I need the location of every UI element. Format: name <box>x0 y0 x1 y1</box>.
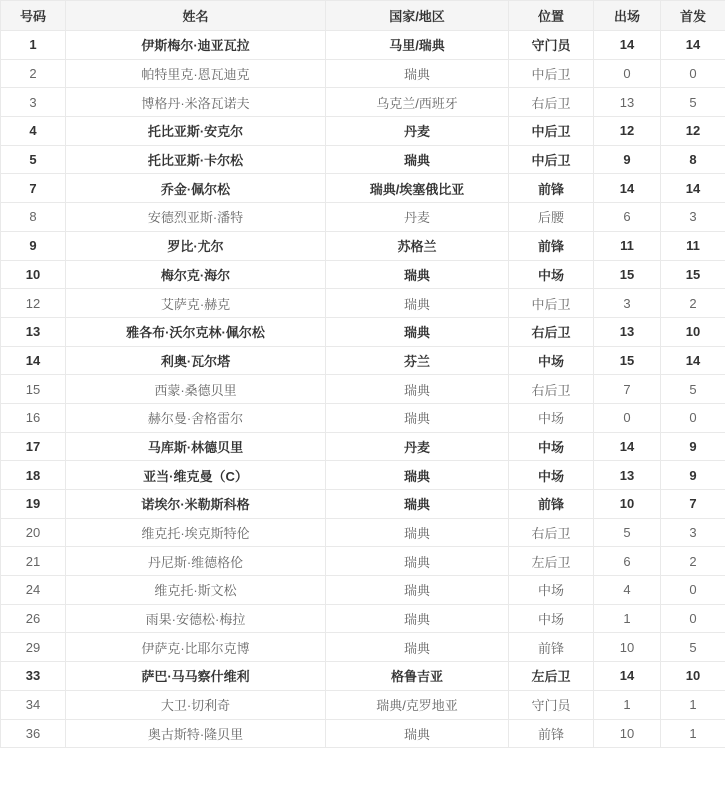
cell-player-country: 芬兰 <box>326 346 509 375</box>
cell-player-position: 前锋 <box>509 231 594 260</box>
cell-player-appearances: 14 <box>594 662 661 691</box>
cell-player-appearances: 10 <box>594 719 661 748</box>
cell-player-position: 中场 <box>509 461 594 490</box>
cell-player-name: 乔金·佩尔松 <box>66 174 326 203</box>
cell-player-name: 西蒙·桑德贝里 <box>66 375 326 404</box>
cell-player-starts: 5 <box>661 633 725 662</box>
cell-player-name: 维克托·埃克斯特伦 <box>66 518 326 547</box>
cell-player-country: 苏格兰 <box>326 231 509 260</box>
cell-player-appearances: 6 <box>594 547 661 576</box>
cell-player-appearances: 3 <box>594 289 661 318</box>
cell-player-number: 13 <box>1 317 66 346</box>
cell-player-position: 中场 <box>509 346 594 375</box>
col-header-country: 国家/地区 <box>326 1 509 31</box>
col-header-appearances: 出场 <box>594 1 661 31</box>
cell-player-position: 中场 <box>509 403 594 432</box>
col-header-number: 号码 <box>1 1 66 31</box>
cell-player-position: 守门员 <box>509 31 594 60</box>
cell-player-number: 1 <box>1 31 66 60</box>
player-row[interactable] <box>1 375 725 404</box>
cell-player-starts: 0 <box>661 59 725 88</box>
cell-player-appearances: 0 <box>594 59 661 88</box>
cell-player-number: 19 <box>1 490 66 519</box>
cell-player-number: 7 <box>1 174 66 203</box>
cell-player-appearances: 4 <box>594 576 661 605</box>
cell-player-appearances: 12 <box>594 117 661 146</box>
cell-player-number: 34 <box>1 690 66 719</box>
cell-player-appearances: 5 <box>594 518 661 547</box>
player-row[interactable] <box>1 690 725 719</box>
cell-player-name: 奥古斯特·隆贝里 <box>66 719 326 748</box>
player-row[interactable] <box>1 719 725 748</box>
cell-player-position: 右后卫 <box>509 317 594 346</box>
cell-player-country: 瑞典 <box>326 317 509 346</box>
cell-player-starts: 1 <box>661 690 725 719</box>
cell-player-number: 33 <box>1 662 66 691</box>
cell-player-name: 梅尔克·海尔 <box>66 260 326 289</box>
cell-player-country: 瑞典 <box>326 547 509 576</box>
cell-player-number: 18 <box>1 461 66 490</box>
cell-player-position: 前锋 <box>509 633 594 662</box>
cell-player-country: 丹麦 <box>326 203 509 232</box>
cell-player-starts: 11 <box>661 231 725 260</box>
player-row[interactable] <box>1 289 725 318</box>
cell-player-number: 5 <box>1 145 66 174</box>
cell-player-starts: 0 <box>661 403 725 432</box>
cell-player-number: 36 <box>1 719 66 748</box>
cell-player-position: 中后卫 <box>509 59 594 88</box>
player-row[interactable] <box>1 662 725 691</box>
cell-player-name: 帕特里克·恩瓦迪克 <box>66 59 326 88</box>
cell-player-starts: 5 <box>661 88 725 117</box>
cell-player-number: 10 <box>1 260 66 289</box>
cell-player-name: 利奥·瓦尔塔 <box>66 346 326 375</box>
cell-player-name: 马库斯·林德贝里 <box>66 432 326 461</box>
cell-player-country: 瑞典 <box>326 289 509 318</box>
cell-player-position: 中场 <box>509 604 594 633</box>
cell-player-country: 瑞典 <box>326 145 509 174</box>
cell-player-name: 托比亚斯·卡尔松 <box>66 145 326 174</box>
cell-player-position: 中场 <box>509 260 594 289</box>
cell-player-number: 9 <box>1 231 66 260</box>
cell-player-appearances: 1 <box>594 690 661 719</box>
cell-player-position: 前锋 <box>509 490 594 519</box>
cell-player-number: 24 <box>1 576 66 605</box>
cell-player-name: 赫尔曼·舍格雷尔 <box>66 403 326 432</box>
cell-player-country: 丹麦 <box>326 117 509 146</box>
cell-player-name: 诺埃尔·米勒斯科格 <box>66 490 326 519</box>
cell-player-appearances: 10 <box>594 490 661 519</box>
cell-player-country: 瑞典 <box>326 576 509 605</box>
player-row[interactable] <box>1 117 725 146</box>
table-header <box>1 1 725 31</box>
cell-player-country: 瑞典 <box>326 403 509 432</box>
cell-player-number: 3 <box>1 88 66 117</box>
cell-player-appearances: 11 <box>594 231 661 260</box>
player-row[interactable] <box>1 317 725 346</box>
cell-player-number: 17 <box>1 432 66 461</box>
cell-player-starts: 14 <box>661 31 725 60</box>
player-row[interactable] <box>1 346 725 375</box>
cell-player-appearances: 9 <box>594 145 661 174</box>
cell-player-starts: 10 <box>661 662 725 691</box>
cell-player-starts: 15 <box>661 260 725 289</box>
cell-player-country: 格鲁吉亚 <box>326 662 509 691</box>
cell-player-starts: 1 <box>661 719 725 748</box>
player-row[interactable] <box>1 59 725 88</box>
player-row[interactable] <box>1 88 725 117</box>
cell-player-position: 前锋 <box>509 174 594 203</box>
cell-player-country: 瑞典/克罗地亚 <box>326 690 509 719</box>
cell-player-starts: 3 <box>661 518 725 547</box>
cell-player-appearances: 15 <box>594 260 661 289</box>
cell-player-name: 艾萨克·赫克 <box>66 289 326 318</box>
cell-player-number: 15 <box>1 375 66 404</box>
player-row[interactable] <box>1 174 725 203</box>
cell-player-starts: 12 <box>661 117 725 146</box>
cell-player-appearances: 13 <box>594 461 661 490</box>
cell-player-position: 后腰 <box>509 203 594 232</box>
player-row[interactable] <box>1 231 725 260</box>
cell-player-starts: 14 <box>661 346 725 375</box>
cell-player-position: 左后卫 <box>509 662 594 691</box>
cell-player-country: 瑞典 <box>326 59 509 88</box>
cell-player-number: 4 <box>1 117 66 146</box>
cell-player-starts: 8 <box>661 145 725 174</box>
cell-player-country: 乌克兰/西班牙 <box>326 88 509 117</box>
player-row[interactable] <box>1 518 725 547</box>
cell-player-position: 中后卫 <box>509 145 594 174</box>
cell-player-position: 中场 <box>509 576 594 605</box>
cell-player-position: 中后卫 <box>509 117 594 146</box>
cell-player-country: 瑞典 <box>326 375 509 404</box>
cell-player-country: 瑞典 <box>326 719 509 748</box>
cell-player-starts: 0 <box>661 576 725 605</box>
cell-player-number: 14 <box>1 346 66 375</box>
cell-player-country: 瑞典 <box>326 633 509 662</box>
cell-player-starts: 9 <box>661 432 725 461</box>
cell-player-name: 雨果·安德松·梅拉 <box>66 604 326 633</box>
cell-player-country: 瑞典/埃塞俄比亚 <box>326 174 509 203</box>
player-row[interactable] <box>1 203 725 232</box>
cell-player-number: 2 <box>1 59 66 88</box>
cell-player-number: 20 <box>1 518 66 547</box>
cell-player-position: 右后卫 <box>509 518 594 547</box>
cell-player-country: 马里/瑞典 <box>326 31 509 60</box>
player-row[interactable] <box>1 604 725 633</box>
cell-player-appearances: 7 <box>594 375 661 404</box>
player-row[interactable] <box>1 145 725 174</box>
player-row[interactable] <box>1 260 725 289</box>
cell-player-country: 瑞典 <box>326 461 509 490</box>
player-row[interactable] <box>1 576 725 605</box>
cell-player-number: 16 <box>1 403 66 432</box>
cell-player-name: 安德烈亚斯·潘特 <box>66 203 326 232</box>
player-row[interactable] <box>1 547 725 576</box>
col-header-name: 姓名 <box>66 1 326 31</box>
cell-player-starts: 3 <box>661 203 725 232</box>
cell-player-country: 瑞典 <box>326 260 509 289</box>
cell-player-number: 29 <box>1 633 66 662</box>
cell-player-name: 伊斯梅尔·迪亚瓦拉 <box>66 31 326 60</box>
cell-player-number: 8 <box>1 203 66 232</box>
cell-player-name: 托比亚斯·安克尔 <box>66 117 326 146</box>
cell-player-number: 12 <box>1 289 66 318</box>
cell-player-starts: 14 <box>661 174 725 203</box>
cell-player-starts: 9 <box>661 461 725 490</box>
cell-player-appearances: 15 <box>594 346 661 375</box>
cell-player-number: 26 <box>1 604 66 633</box>
cell-player-appearances: 14 <box>594 432 661 461</box>
cell-player-country: 瑞典 <box>326 518 509 547</box>
cell-player-name: 博格丹·米洛瓦诺夫 <box>66 88 326 117</box>
cell-player-starts: 5 <box>661 375 725 404</box>
col-header-starts: 首发 <box>661 1 725 31</box>
cell-player-name: 亚当·维克曼（C） <box>66 461 326 490</box>
cell-player-starts: 2 <box>661 289 725 318</box>
cell-player-position: 中场 <box>509 432 594 461</box>
table-body <box>1 31 725 748</box>
cell-player-country: 瑞典 <box>326 604 509 633</box>
cell-player-position: 守门员 <box>509 690 594 719</box>
cell-player-name: 雅各布·沃尔克林·佩尔松 <box>66 317 326 346</box>
cell-player-name: 罗比·尤尔 <box>66 231 326 260</box>
cell-player-name: 萨巴·马马察什维利 <box>66 662 326 691</box>
player-row[interactable] <box>1 403 725 432</box>
player-row[interactable] <box>1 633 725 662</box>
player-row[interactable] <box>1 31 725 60</box>
col-header-position: 位置 <box>509 1 594 31</box>
cell-player-appearances: 13 <box>594 88 661 117</box>
cell-player-number: 21 <box>1 547 66 576</box>
cell-player-appearances: 1 <box>594 604 661 633</box>
cell-player-position: 中后卫 <box>509 289 594 318</box>
cell-player-starts: 10 <box>661 317 725 346</box>
cell-player-starts: 7 <box>661 490 725 519</box>
cell-player-position: 右后卫 <box>509 88 594 117</box>
cell-player-appearances: 10 <box>594 633 661 662</box>
cell-player-appearances: 14 <box>594 31 661 60</box>
cell-player-appearances: 6 <box>594 203 661 232</box>
header-row <box>1 1 725 31</box>
player-row[interactable] <box>1 461 725 490</box>
cell-player-name: 丹尼斯·维德格伦 <box>66 547 326 576</box>
cell-player-appearances: 13 <box>594 317 661 346</box>
cell-player-appearances: 14 <box>594 174 661 203</box>
player-row[interactable] <box>1 432 725 461</box>
cell-player-position: 前锋 <box>509 719 594 748</box>
cell-player-name: 维克托·斯文松 <box>66 576 326 605</box>
cell-player-name: 伊萨克·比耶尔克博 <box>66 633 326 662</box>
cell-player-appearances: 0 <box>594 403 661 432</box>
cell-player-starts: 2 <box>661 547 725 576</box>
cell-player-name: 大卫·切利奇 <box>66 690 326 719</box>
cell-player-starts: 0 <box>661 604 725 633</box>
cell-player-country: 丹麦 <box>326 432 509 461</box>
player-row[interactable] <box>1 490 725 519</box>
cell-player-position: 左后卫 <box>509 547 594 576</box>
cell-player-country: 瑞典 <box>326 490 509 519</box>
cell-player-position: 右后卫 <box>509 375 594 404</box>
